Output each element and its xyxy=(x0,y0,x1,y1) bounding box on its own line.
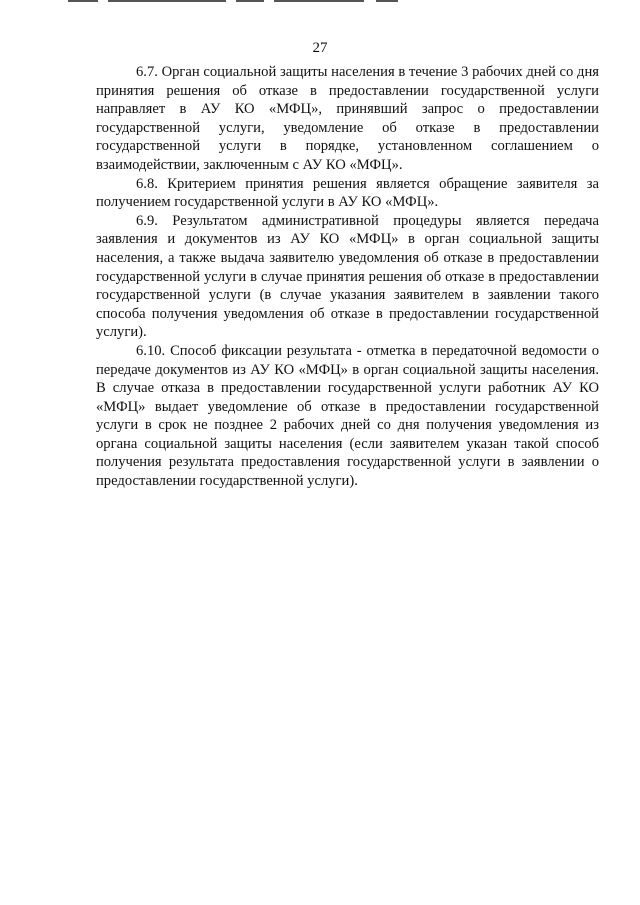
scan-mark xyxy=(68,0,98,2)
page-number: 27 xyxy=(312,40,328,56)
document-body xyxy=(96,63,599,491)
scan-mark xyxy=(236,0,264,2)
scan-marks xyxy=(60,0,420,3)
scan-mark xyxy=(376,0,398,2)
paragraph-6-10: 6.10. Способ фиксации результата - отметка в передаточной ведомости о передаче документов из АУ КО «МФЦ» в орган социальной защиты населения. В случае отказа в предоставлении государственной услуги работник АУ КО «МФЦ» выдает уведомление об отказе в предоставлении государственной услуги в срок не позднее 2 рабочих дней со дня получения уведомления из органа социальной защиты населения (если заявителем указан такой способ получения результата предоставления государственной услуги в заявлении о предоставлении государственной услуги). xyxy=(96,342,599,490)
paragraph-6-8: 6.8. Критерием принятия решения является обращение заявителя за получением государственной услуги в АУ КО «МФЦ». xyxy=(96,175,599,211)
scan-mark xyxy=(108,0,226,2)
paragraph-6-9: 6.9. Результатом административной процедуры является передача заявления и документов из АУ КО «МФЦ» в орган социальной защиты населения, а также выдача заявителю уведомления об отказе в предоставлении государственной услуги в случае принятия решения об отказе в предоставлении государственной услуги (в случае указания заявителем в заявлении такого способа получения уведомления об отказе в предоставлении государственной услуги). xyxy=(96,212,599,341)
scan-mark xyxy=(274,0,364,2)
paragraph-6-7: 6.7. Орган социальной защиты населения в течение 3 рабочих дней со дня принятия решения об отказе в предоставлении государственной услуги направляет в АУ КО «МФЦ», принявший запрос о предоставлении государственной услуги, уведомление об отказе в предоставлении государственной услуги в порядке, установленном соглашением о взаимодействии, заключенным с АУ КО «МФЦ». xyxy=(96,64,599,173)
